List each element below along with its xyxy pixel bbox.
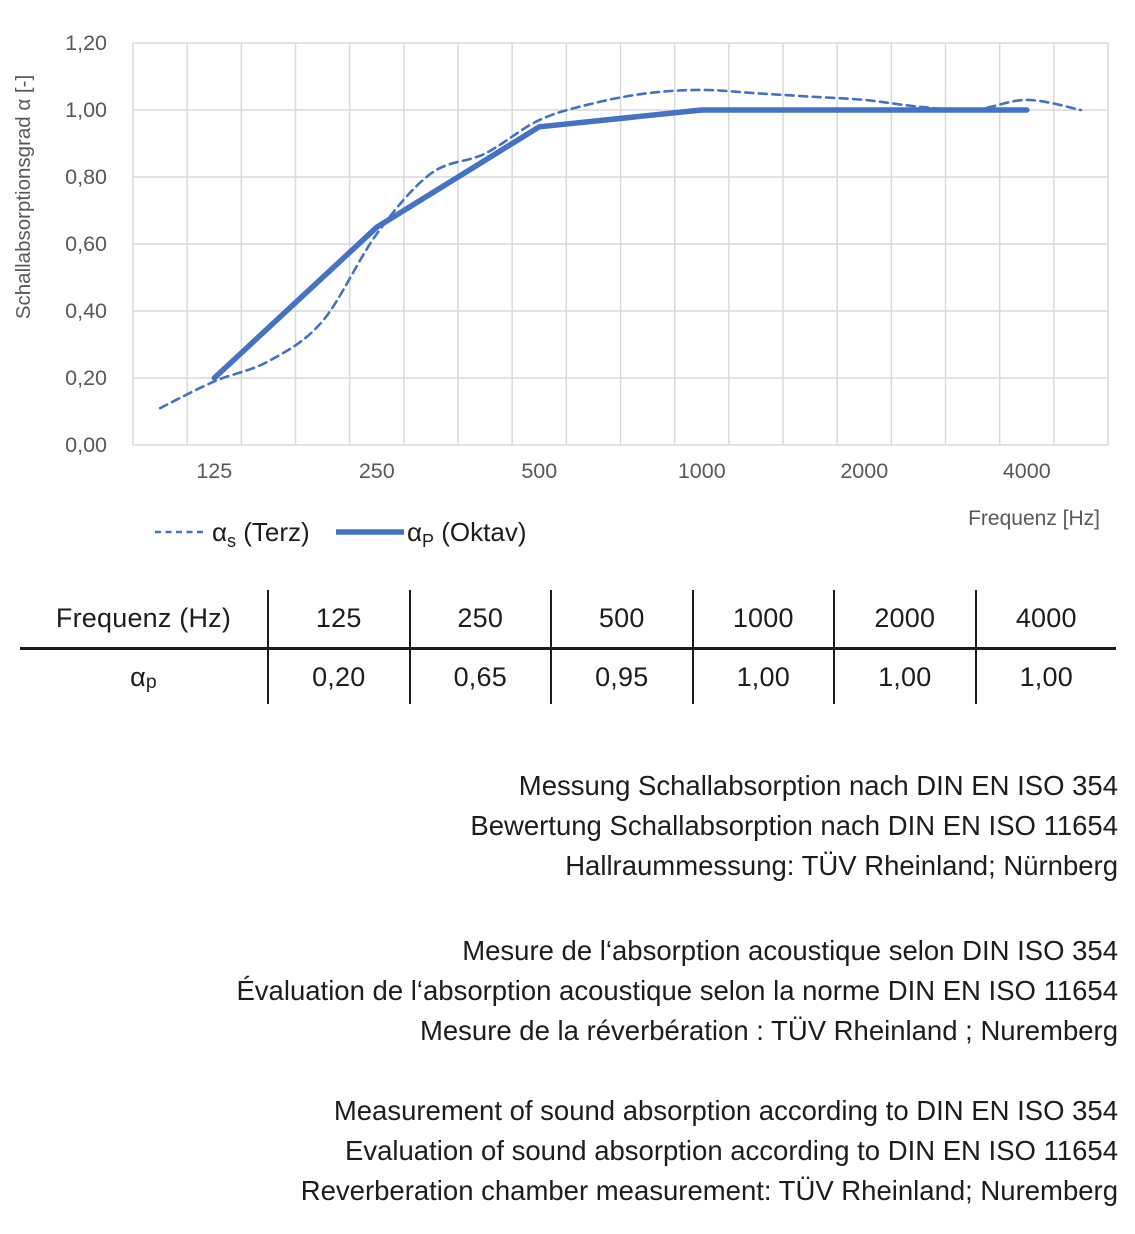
x-axis-title: Frequenz [Hz]: [968, 507, 1100, 530]
table-header-frequency: Frequenz (Hz): [55, 603, 232, 633]
table-header-500: 500: [550, 590, 692, 647]
table-header-1000: 1000: [692, 590, 834, 647]
y-axis-tick-label: 0,80: [65, 165, 107, 189]
x-axis-tick-label: 500: [521, 459, 558, 483]
absorption-chart: [0, 0, 1135, 560]
note-line: Mesure de l‘absorption acoustique selon DIN ISO 354: [462, 935, 1118, 966]
x-axis-tick-label: 1000: [677, 459, 726, 483]
y-axis-tick-label: 1,20: [65, 31, 107, 55]
note-line: Mesure de la réverbération : TÜV Rheinland ; Nuremberg: [419, 1015, 1118, 1046]
note-line: Messung Schallabsorption nach DIN EN ISO 354: [518, 770, 1118, 801]
table-header-row: [20, 590, 1116, 650]
notes-german: [470, 766, 1118, 886]
legend-label: $\alpha_s$ (Terz): [212, 517, 310, 551]
note-line: Measurement of sound absorption according to DIN EN ISO 354: [333, 1095, 1118, 1126]
note-line: Evaluation of sound absorption according to DIN EN ISO 11654: [344, 1135, 1118, 1166]
table-header-2000: 2000: [833, 590, 975, 647]
x-axis-tick-label: 125: [196, 459, 233, 483]
y-axis-tick-label: 0,20: [65, 366, 107, 390]
table-value-125: 0,20: [267, 650, 409, 704]
y-axis-tick-label: 0,40: [65, 299, 107, 323]
table-header-250: 250: [409, 590, 551, 647]
y-axis-title: Schallabsorptionsgrad α [-]: [12, 74, 35, 320]
table-value-500: 0,95: [550, 650, 692, 704]
y-axis-tick-label: 0,00: [65, 433, 107, 457]
x-axis-tick-label: 250: [358, 459, 395, 483]
note-line: Hallraummessung: TÜV Rheinland; Nürnberg: [565, 850, 1118, 881]
x-axis-tick-label: 4000: [1002, 459, 1051, 483]
notes-french: [236, 931, 1118, 1051]
table-value-4000: 1,00: [975, 650, 1117, 704]
y-axis-tick-label: 1,00: [65, 98, 107, 122]
table-values-row: [20, 650, 1116, 704]
table-value-2000: 1,00: [833, 650, 975, 704]
notes-english: [301, 1091, 1118, 1211]
legend-label: $\alpha_P$ (Oktav): [407, 517, 527, 551]
note-line: Reverberation chamber measurement: TÜV Rheinland; Nuremberg: [300, 1175, 1118, 1206]
table-value-1000: 1,00: [692, 650, 834, 704]
table-header-4000: 4000: [975, 590, 1117, 647]
note-line: Bewertung Schallabsorption nach DIN EN ISO 11654: [470, 810, 1118, 841]
table-value-250: 0,65: [409, 650, 551, 704]
y-axis-tick-label: 0,60: [65, 232, 107, 256]
table-header-125: 125: [267, 590, 409, 647]
note-line: Évaluation de l‘absorption acoustique selon la norme DIN EN ISO 11654: [236, 975, 1118, 1006]
alpha-p-table: [20, 590, 1116, 704]
table-row-label-alpha-p: α $_p$: [130, 661, 157, 693]
alpha-symbol: α: [130, 661, 146, 692]
absorption-chart-svg: [0, 0, 1135, 560]
x-axis-tick-label: 2000: [840, 459, 889, 483]
